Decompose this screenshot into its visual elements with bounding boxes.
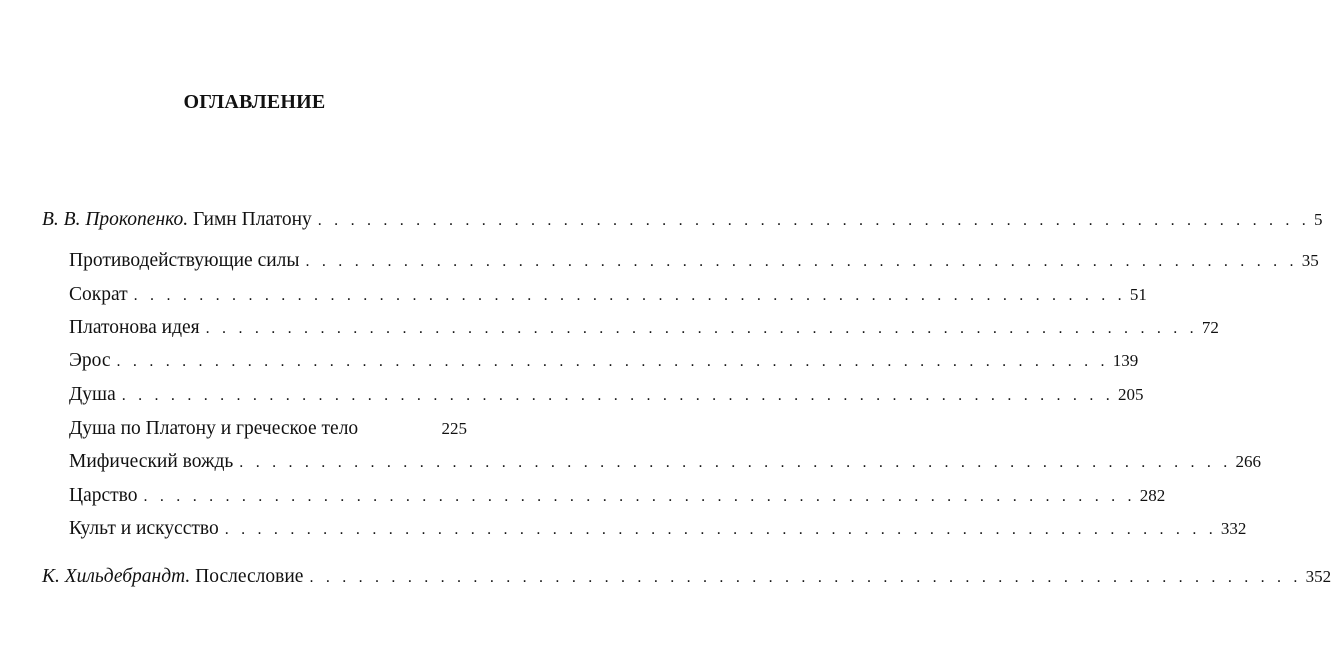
toc-entry-title-text: Послесловие xyxy=(195,566,304,587)
toc-entry xyxy=(69,417,467,441)
toc-entry-title: Противодействующие силы xyxy=(69,250,300,271)
toc-leader-dots: . . . . . . . . . . . . . . . . . . . . . . . . . . . . . . . . . . . . . . . . . . . . . . . . . . . . . . . . . . . . . xyxy=(317,212,1310,229)
toc-page-number: 225 xyxy=(441,419,467,438)
toc-page-number: 352 xyxy=(1305,567,1331,586)
toc-entry xyxy=(69,484,1166,509)
toc-page-number: 332 xyxy=(1220,519,1247,538)
toc-leader-dots: . . . . . . . . . . . . . . . . . . . . . . . . . . . . . . . . . . . . . . . . . . . . . . . . . . . . . . . . . . . . . xyxy=(143,488,1136,505)
toc-leader-dots: . . . . . . . . . . . . . . . . . . . . . . . . . . . . . . . . . . . . . . . . . . . . . . . . . . . . . . . . . . . . . xyxy=(239,454,1232,471)
toc-page-number: 266 xyxy=(1235,452,1261,471)
toc-entry-title: Душа по Платону и греческое тело xyxy=(69,418,359,439)
toc-leader-dots: . . . . . . . . . . . . . . . . . . . . . . . . . . . . . . . . . . . . . . . . . . . . . . . . . . . . . . . . . . . . . xyxy=(224,521,1217,538)
toc-leader-dots: . . . . . . . . . . . . . . . . . . . . . . . . . . . . . . . . . . . . . . . . . . . . . . . . . . . . . . . . . . . . . xyxy=(205,320,1198,337)
toc-entry-title: Платонова идея xyxy=(69,317,200,338)
toc-entry xyxy=(42,565,1331,590)
toc-entry-author: В. В. Прокопенко. xyxy=(42,209,189,230)
toc-page-number: 205 xyxy=(1117,385,1144,404)
toc-entry-title: Душа xyxy=(69,384,116,405)
toc-entry xyxy=(69,316,1219,341)
toc-entry-title: Сократ xyxy=(69,284,128,305)
toc-entry-title xyxy=(42,565,303,589)
toc-entry xyxy=(69,349,1139,374)
toc-entry-title: Мифический вождь xyxy=(69,451,234,472)
toc-leader-dots: . . . . . . . . . . . . . . . . . . . . . . . . . . . . . . . . . . . . . . . . . . . . . . . . . . . . . . . . . . . . . xyxy=(121,387,1114,404)
toc-leader-dots: . . . . . . . . . . . . . . . . . . . . . . . . . . . . . . . . . . . . . . . . . . . . . . . . . . . . . . . . . . . . . xyxy=(309,569,1302,586)
toc-entry-title: Культ и искусство xyxy=(69,518,219,539)
toc-page-number: 72 xyxy=(1201,318,1219,337)
toc-entry xyxy=(42,208,1323,233)
toc-page-number: 282 xyxy=(1139,486,1166,505)
page-title: ОГЛАВЛЕНИЕ xyxy=(183,91,326,113)
toc-entry xyxy=(69,283,1147,308)
toc-entry-title xyxy=(42,208,312,232)
toc-entry-title-text: Гимн Платону xyxy=(193,209,312,230)
toc-entry xyxy=(69,517,1247,542)
toc-page-number: 139 xyxy=(1112,351,1139,370)
toc-entry xyxy=(69,249,1319,274)
toc-leader-dots: . . . . . . . . . . . . . . . . . . . . . . . . . . . . . . . . . . . . . . . . . . . . . . . . . . . . . . . . . . . . . xyxy=(133,287,1126,304)
toc-entry-title: Царство xyxy=(69,485,138,506)
toc-leader-dots: . . . . . . . . . . . . . . . . . . . . . . . . . . . . . . . . . . . . . . . . . . . . . . . . . . . . . . . . . . . . . xyxy=(305,253,1298,270)
toc-page-number: 51 xyxy=(1129,285,1147,304)
toc-entry xyxy=(69,450,1261,475)
toc-entry-title: Эрос xyxy=(69,350,111,371)
toc-page-number: 35 xyxy=(1301,251,1319,270)
toc-entry-author: К. Хильдебрандт. xyxy=(42,566,191,587)
toc-leader-dots: . . . . . . . . . . . . . . . . . . . . . . . . . . . . . . . . . . . . . . . . . . . . . . . . . . . . . . . . . . . . . xyxy=(116,353,1109,370)
toc-page-number: 5 xyxy=(1313,210,1323,229)
toc-entry xyxy=(69,383,1144,408)
